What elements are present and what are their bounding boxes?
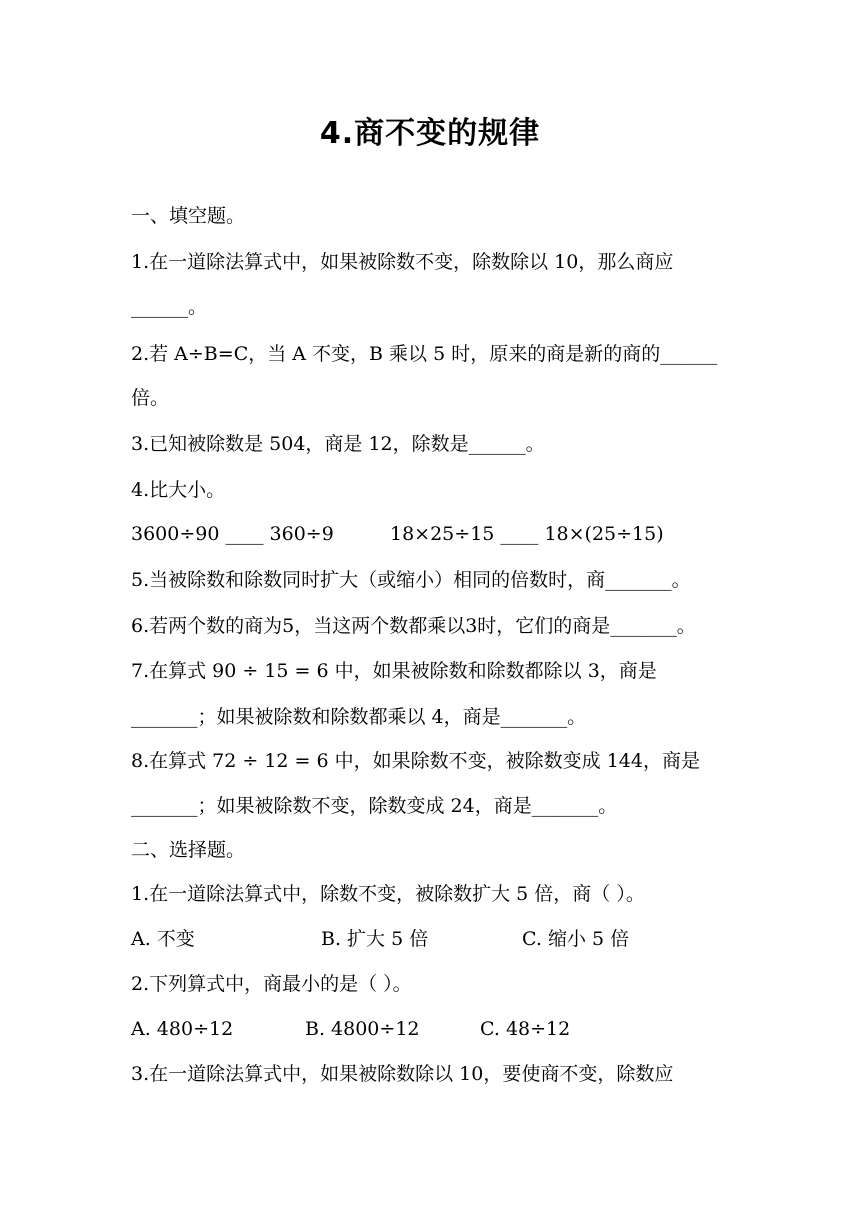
question-3: 3.已知被除数是 504，商是 12，除数是______。 <box>131 433 545 455</box>
choice-2-question: 2.下列算式中，商最小的是（ ）。 <box>131 973 412 995</box>
choice-2-option-b: B. 4800÷12 <box>305 1018 420 1040</box>
choice-2-option-c: C. 48÷12 <box>480 1018 571 1040</box>
choice-1-option-a: A. 不变 <box>131 928 195 950</box>
question-8-line-2: _______；如果被除数不变，除数变成 24，商是_______。 <box>131 795 618 817</box>
question-1-line-2: ______。 <box>131 296 208 318</box>
question-1-line-1: 1.在一道除法算式中，如果被除数不变，除数除以 10，那么商应 <box>131 251 674 273</box>
section-heading-fill-blank: 一、填空题。 <box>131 205 246 227</box>
choice-3-question: 3.在一道除法算式中，如果被除数除以 10，要使商不变，除数应 <box>131 1063 674 1085</box>
choice-2-option-a: A. 480÷12 <box>131 1018 234 1040</box>
choice-1-question: 1.在一道除法算式中，除数不变，被除数扩大 5 倍，商（ ）。 <box>131 883 645 905</box>
question-7-line-2: _______；如果被除数和除数都乘以 4，商是_______。 <box>131 706 587 728</box>
choice-1-option-b: B. 扩大 5 倍 <box>321 928 429 950</box>
question-2-line-2: 倍。 <box>131 387 170 409</box>
question-8-line-1: 8.在算式 72 ÷ 12 = 6 中，如果除数不变，被除数变成 144，商是 <box>131 750 700 772</box>
choice-1-option-c: C. 缩小 5 倍 <box>522 928 630 950</box>
question-7-line-1: 7.在算式 90 ÷ 15 = 6 中，如果被除数和除数都除以 3，商是 <box>131 660 657 682</box>
question-4: 4.比大小。 <box>131 479 226 501</box>
page-title: 4.商不变的规律 <box>319 116 541 151</box>
section-heading-choice: 二、选择题。 <box>131 839 246 861</box>
question-2-line-1: 2.若 A÷B=C，当 A 不变，B 乘以 5 时，原来的商是新的商的______ <box>131 343 718 365</box>
question-5: 5.当被除数和除数同时扩大（或缩小）相同的倍数时，商_______。 <box>131 569 691 591</box>
question-6: 6.若两个数的商为5，当这两个数都乘以3时，它们的商是_______。 <box>131 615 696 637</box>
question-4-compare-right: 18×25÷15 ____ 18×(25÷15) <box>390 523 664 545</box>
question-4-compare-left: 3600÷90 ____ 360÷9 <box>131 523 334 545</box>
